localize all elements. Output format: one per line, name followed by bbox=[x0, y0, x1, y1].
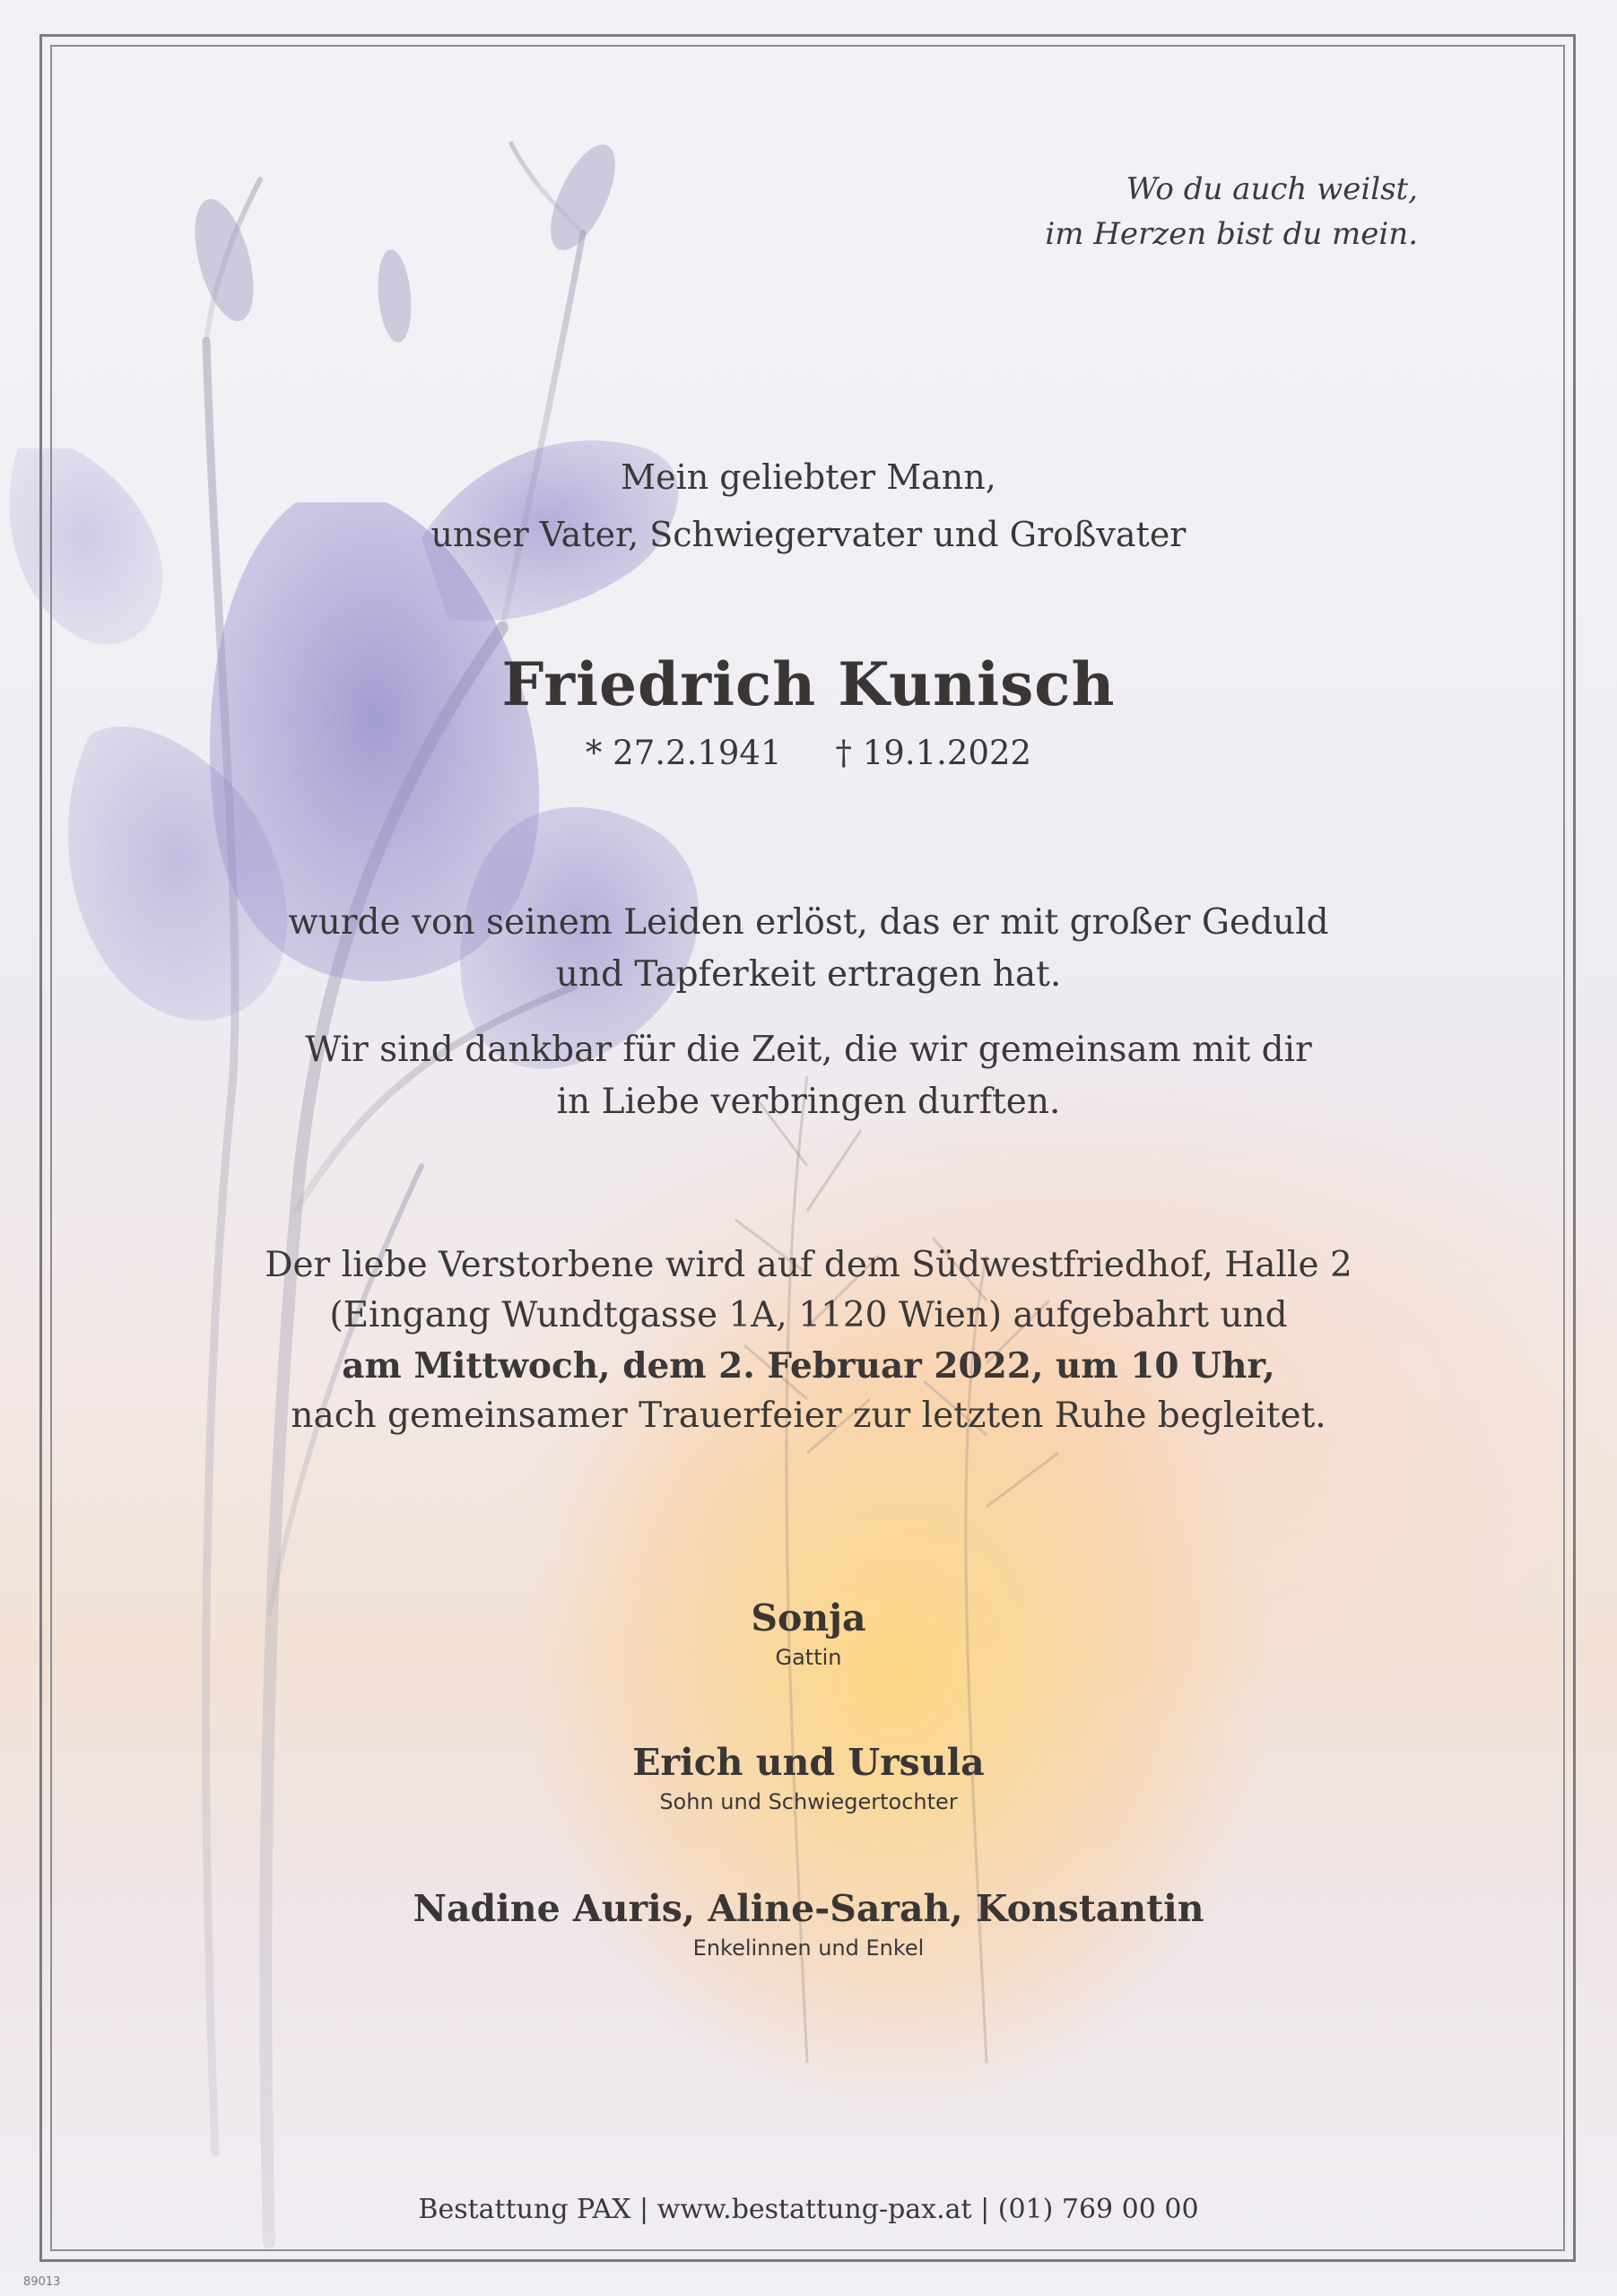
mourner-role: Gattin bbox=[775, 1645, 842, 1670]
message-paragraph-2 bbox=[0, 1024, 1617, 1128]
print-code: 89013 bbox=[23, 2275, 61, 2289]
motto-line-2: im Herzen bist du mein. bbox=[1045, 216, 1418, 252]
life-dates bbox=[0, 734, 1617, 772]
motto bbox=[1045, 167, 1418, 257]
mourner-3 bbox=[0, 1887, 1617, 1961]
mourner-role: Sohn und Schwiegertochter bbox=[659, 1789, 958, 1814]
death-date: † 19.1.2022 bbox=[835, 734, 1032, 772]
funeral-line-1: Der liebe Verstorbene wird auf dem Südwestfriedhof, Halle 2 bbox=[265, 1245, 1352, 1285]
mourner-name: Nadine Auris, Aline-Sarah, Konstantin bbox=[413, 1887, 1204, 1930]
mourner-2 bbox=[0, 1741, 1617, 1814]
motto-line-1: Wo du auch weilst, bbox=[1126, 171, 1418, 207]
message-line-1: wurde von seinem Leiden erlöst, das er mit großer Geduld bbox=[288, 902, 1329, 943]
funeral-date-time: am Mittwoch, dem 2. Februar 2022, um 10 Uhr, bbox=[342, 1345, 1275, 1387]
mourner-name: Erich und Ursula bbox=[632, 1741, 985, 1784]
intro bbox=[0, 448, 1617, 563]
mourner-role: Enkelinnen und Enkel bbox=[692, 1935, 925, 1961]
mourner-name: Sonja bbox=[751, 1596, 866, 1639]
funeral-home-footer: Bestattung PAX | www.bestattung-pax.at | (01) 769 00 00 bbox=[418, 2194, 1199, 2225]
message-line-3: Wir sind dankbar für die Zeit, die wir gemeinsam mit dir bbox=[305, 1030, 1312, 1070]
mourner-1 bbox=[0, 1596, 1617, 1670]
birth-date: * 27.2.1941 bbox=[585, 734, 782, 772]
deceased-name: Friedrich Kunisch bbox=[501, 649, 1116, 719]
funeral-line-2: (Eingang Wundtgasse 1A, 1120 Wien) aufgebahrt und bbox=[329, 1295, 1288, 1335]
message-line-4: in Liebe verbringen durften. bbox=[556, 1082, 1061, 1122]
funeral-line-4: nach gemeinsamer Trauerfeier zur letzten Ruhe begleitet. bbox=[291, 1396, 1326, 1436]
intro-line-2: unser Vater, Schwiegervater und Großvater bbox=[430, 515, 1187, 554]
intro-line-1: Mein geliebter Mann, bbox=[621, 457, 996, 497]
message-line-2: und Tapferkeit ertragen hat. bbox=[555, 954, 1062, 995]
message-paragraph-1 bbox=[0, 897, 1617, 1001]
funeral-details bbox=[0, 1240, 1617, 1441]
